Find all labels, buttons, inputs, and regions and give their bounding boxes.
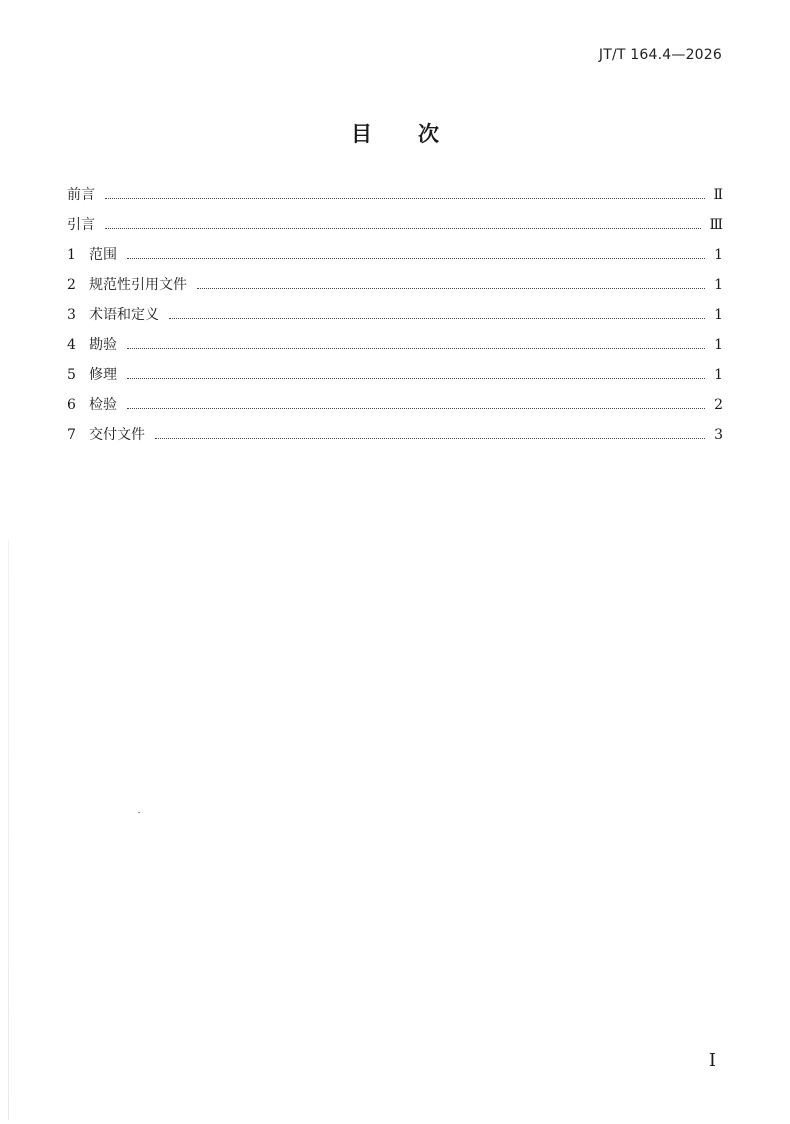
dot-leader bbox=[169, 317, 705, 319]
dot-leader bbox=[155, 437, 705, 439]
toc-entry-number: 4 bbox=[67, 337, 76, 353]
toc-entry-terms-definitions[interactable] bbox=[67, 304, 723, 334]
toc-entry-page: 1 bbox=[714, 247, 723, 263]
toc-entry-label: 前言 bbox=[67, 187, 95, 203]
toc-entry-page: 1 bbox=[714, 277, 723, 293]
toc-entry-inspection[interactable] bbox=[67, 394, 723, 424]
dot-leader bbox=[105, 227, 701, 229]
toc-entry-label: 规范性引用文件 bbox=[89, 277, 187, 293]
toc-entry-number: 6 bbox=[67, 397, 76, 413]
toc-entry-label: 检验 bbox=[89, 397, 117, 413]
page-number: I bbox=[708, 1050, 716, 1071]
toc-entry-page: 1 bbox=[714, 337, 723, 353]
standard-code: JT/T 164.4—2026 bbox=[598, 47, 722, 63]
toc-entry-number: 7 bbox=[67, 427, 76, 443]
toc-entry-introduction[interactable] bbox=[67, 214, 723, 244]
toc-entry-repair[interactable] bbox=[67, 364, 723, 394]
toc-entry-normative-references[interactable] bbox=[67, 274, 723, 304]
toc-entry-label: 交付文件 bbox=[89, 427, 145, 443]
toc-list bbox=[67, 184, 723, 454]
toc-entry-label: 术语和定义 bbox=[89, 307, 159, 323]
toc-entry-label: 引言 bbox=[67, 217, 95, 233]
page-scan-edge bbox=[8, 540, 9, 1120]
toc-entry-label: 勘验 bbox=[89, 337, 117, 353]
toc-entry-survey[interactable] bbox=[67, 334, 723, 364]
dot-leader bbox=[127, 257, 705, 259]
page-title: 目次 bbox=[351, 122, 485, 146]
dot-leader bbox=[127, 347, 705, 349]
dot-leader bbox=[127, 377, 705, 379]
toc-entry-number: 2 bbox=[67, 277, 76, 293]
toc-entry-number: 1 bbox=[67, 247, 76, 263]
toc-entry-page: 1 bbox=[714, 367, 723, 383]
dot-leader bbox=[105, 197, 705, 199]
toc-entry-delivery-documents[interactable] bbox=[67, 424, 723, 454]
toc-entry-preface[interactable] bbox=[67, 184, 723, 214]
toc-entry-number: 3 bbox=[67, 307, 76, 323]
toc-entry-page: Ⅲ bbox=[709, 217, 723, 233]
scan-speck bbox=[138, 812, 140, 813]
toc-entry-scope[interactable] bbox=[67, 244, 723, 274]
toc-entry-label: 修理 bbox=[89, 367, 117, 383]
toc-entry-page: 3 bbox=[714, 427, 723, 443]
toc-entry-label: 范围 bbox=[89, 247, 117, 263]
toc-entry-page: Ⅱ bbox=[713, 187, 723, 203]
toc-entry-page: 1 bbox=[714, 307, 723, 323]
dot-leader bbox=[197, 287, 705, 289]
toc-entry-page: 2 bbox=[714, 397, 723, 413]
dot-leader bbox=[127, 407, 705, 409]
toc-entry-number: 5 bbox=[67, 367, 76, 383]
